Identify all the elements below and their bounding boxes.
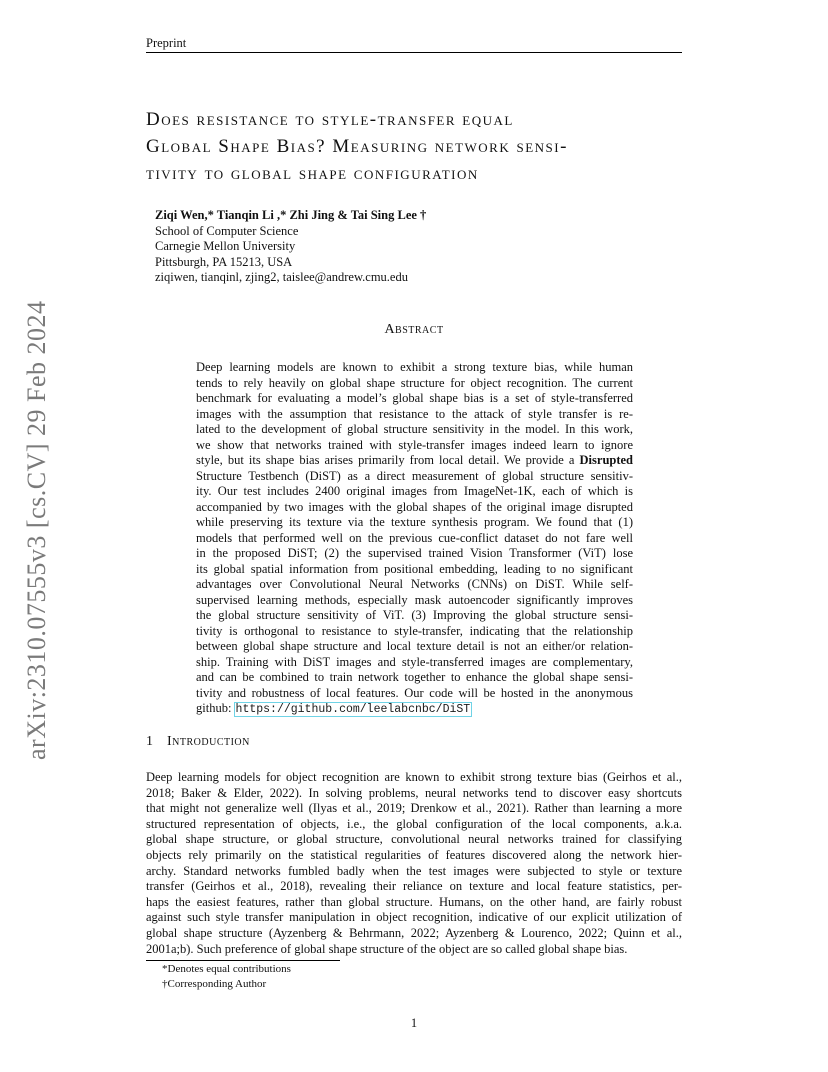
abstract-line: we show that networks trained with style-transfer images indeed learn to ignore — [196, 437, 633, 452]
abstract-line: tivity and robustness of local features. Our code will be hosted in the anonymous — [196, 685, 633, 700]
abstract-line: lated to the development of global structure sensitivity in the model. In this work, — [196, 422, 633, 436]
abstract-line: advantages over Convolutional Neural Networks (CNNs) on DiST. While self- — [196, 577, 633, 591]
footnotes — [162, 962, 291, 992]
body-line: archy. Standard networks fumbled badly when the test images were subjected to style or texture — [146, 863, 682, 878]
affiliation-line: School of Computer Science — [155, 223, 299, 238]
header-rule — [146, 52, 682, 53]
arxiv-stamp[interactable]: arXiv:2310.07555v3 [cs.CV] 29 Feb 2024 — [22, 300, 51, 760]
abstract-line: its global spatial information from positional embedding, leading to no significant — [196, 561, 633, 576]
author-emails[interactable]: ziqiwen, tianqinl, zjing2, taislee@andrew.cmu.edu — [155, 270, 408, 284]
footnote: †Corresponding Author — [162, 978, 267, 990]
body-line: global shape structure (Ayzenberg & Behrmann, 2022; Ayzenberg & Lourenco, 2022; Quinn et al., — [146, 925, 682, 940]
footnote: *Denotes equal contributions — [162, 963, 291, 975]
abstract-line: ship. Training with DiST images and style-transferred images are complementary, — [196, 654, 633, 669]
abstract-body — [196, 360, 633, 718]
abstract-line: images with the assumption that resistance to the attack of style transfer is re- — [196, 406, 633, 421]
abstract-line: between global shape structure and local texture detail is not an either/or relation- — [196, 639, 633, 653]
abstract-heading: Abstract — [384, 322, 444, 337]
author-names: Ziqi Wen,* Tianqin Li ,* Zhi Jing & Tai Sing Lee † — [155, 208, 427, 222]
affiliation-line: Pittsburgh, PA 15213, USA — [155, 254, 293, 269]
abstract-line: models that performed well on the previous cue-conflict dataset do not fare well — [196, 530, 633, 545]
abstract-line: the global structure sensitivity of ViT. (3) Improving the global structure sensi- — [196, 608, 633, 622]
body-line: haps the easiest features, rather than global structure. Humans, on the other hand, are fairly robust — [146, 894, 682, 909]
body-line: against such style transfer manipulation in object recognition, indicative of our explicit utilization of — [146, 910, 682, 925]
intro-body — [146, 770, 682, 957]
abstract-line: and can be combined to train network together to enhance the global shape sensi- — [196, 670, 633, 684]
abstract-line-text: style, but its shape bias arises primarily from local detail. We provide a — [196, 453, 575, 467]
abstract-line: supervised learning methods, especially mask autoencoder significantly improves — [196, 592, 633, 607]
abstract-line: Deep learning models are known to exhibit a strong texture bias, while human — [196, 360, 633, 374]
abstract-line: while preserving its texture via the texture synthesis program. We found that (1) — [196, 515, 633, 529]
abstract-line-text: github: — [196, 701, 232, 715]
body-line: 2001a;b). Such preference of global shape structure of the object are so called global shape bias. — [146, 941, 628, 956]
body-line: structured representation of objects, i.e., the global configuration of the local components, a.k.a. — [146, 816, 682, 831]
running-header: Preprint — [146, 36, 187, 50]
body-line: that might not generalize well (Ilyas et al., 2019; Drenkow et al., 2021). Rather than learning a more — [146, 801, 682, 816]
abstract-line: benchmark for evaluating a model’s global shape bias is a set of style-transferred — [196, 391, 633, 405]
abstract-line: tivity is orthogonal to resistance to style-transfer, indicating that the relationship — [196, 623, 633, 638]
section-title: Introduction — [167, 734, 250, 749]
abstract-line: ity. Our test includes 2400 original images from ImageNet-1K, each of which is — [196, 484, 633, 498]
title-line: Does resistance to style-transfer equal — [146, 109, 514, 130]
body-line: global shape structure, or global structure, convolutional neural networks trained for classifying — [146, 832, 682, 847]
footnote-rule — [146, 960, 340, 961]
bold-term: Disrupted — [579, 453, 634, 467]
author-block — [155, 208, 426, 286]
title-line: Global Shape Bias? Measuring network sensi- — [146, 136, 568, 157]
abstract-line — [196, 701, 633, 718]
page-number: 1 — [410, 1016, 418, 1030]
code-link[interactable]: https://github.com/leelabcnbc/DiST — [235, 703, 471, 716]
abstract-line — [196, 453, 633, 469]
body-line: Deep learning models for object recognition are known to exhibit strong texture bias (Geirhos et al., — [146, 770, 682, 784]
paper-title — [146, 106, 686, 187]
title-line: tivity to global shape configuration — [146, 163, 479, 184]
abstract-line: accompanied by two images with the global shapes of the original image disrupted — [196, 499, 633, 514]
section-number: 1 — [146, 734, 153, 749]
body-line: transfer (Geirhos et al., 2018), revealing their reliance on texture and local feature statistics, per- — [146, 879, 682, 894]
abstract-line: in the proposed DiST; (2) the supervised trained Vision Transformer (ViT) lose — [196, 546, 633, 560]
abstract-line: tends to rely heavily on global shape structure for object recognition. The current — [196, 375, 633, 390]
body-line: objects rely primarily on the statistical regularities of features discovered along the network hier- — [146, 847, 682, 862]
body-line: 2018; Baker & Elder, 2022). In solving problems, neural networks tend to discover easy shortcuts — [146, 785, 682, 800]
affiliation-line: Carnegie Mellon University — [155, 239, 296, 253]
abstract-line: Structure Testbench (DiST) as a direct measurement of global structure sensitiv- — [196, 468, 633, 483]
section-heading — [146, 734, 250, 750]
